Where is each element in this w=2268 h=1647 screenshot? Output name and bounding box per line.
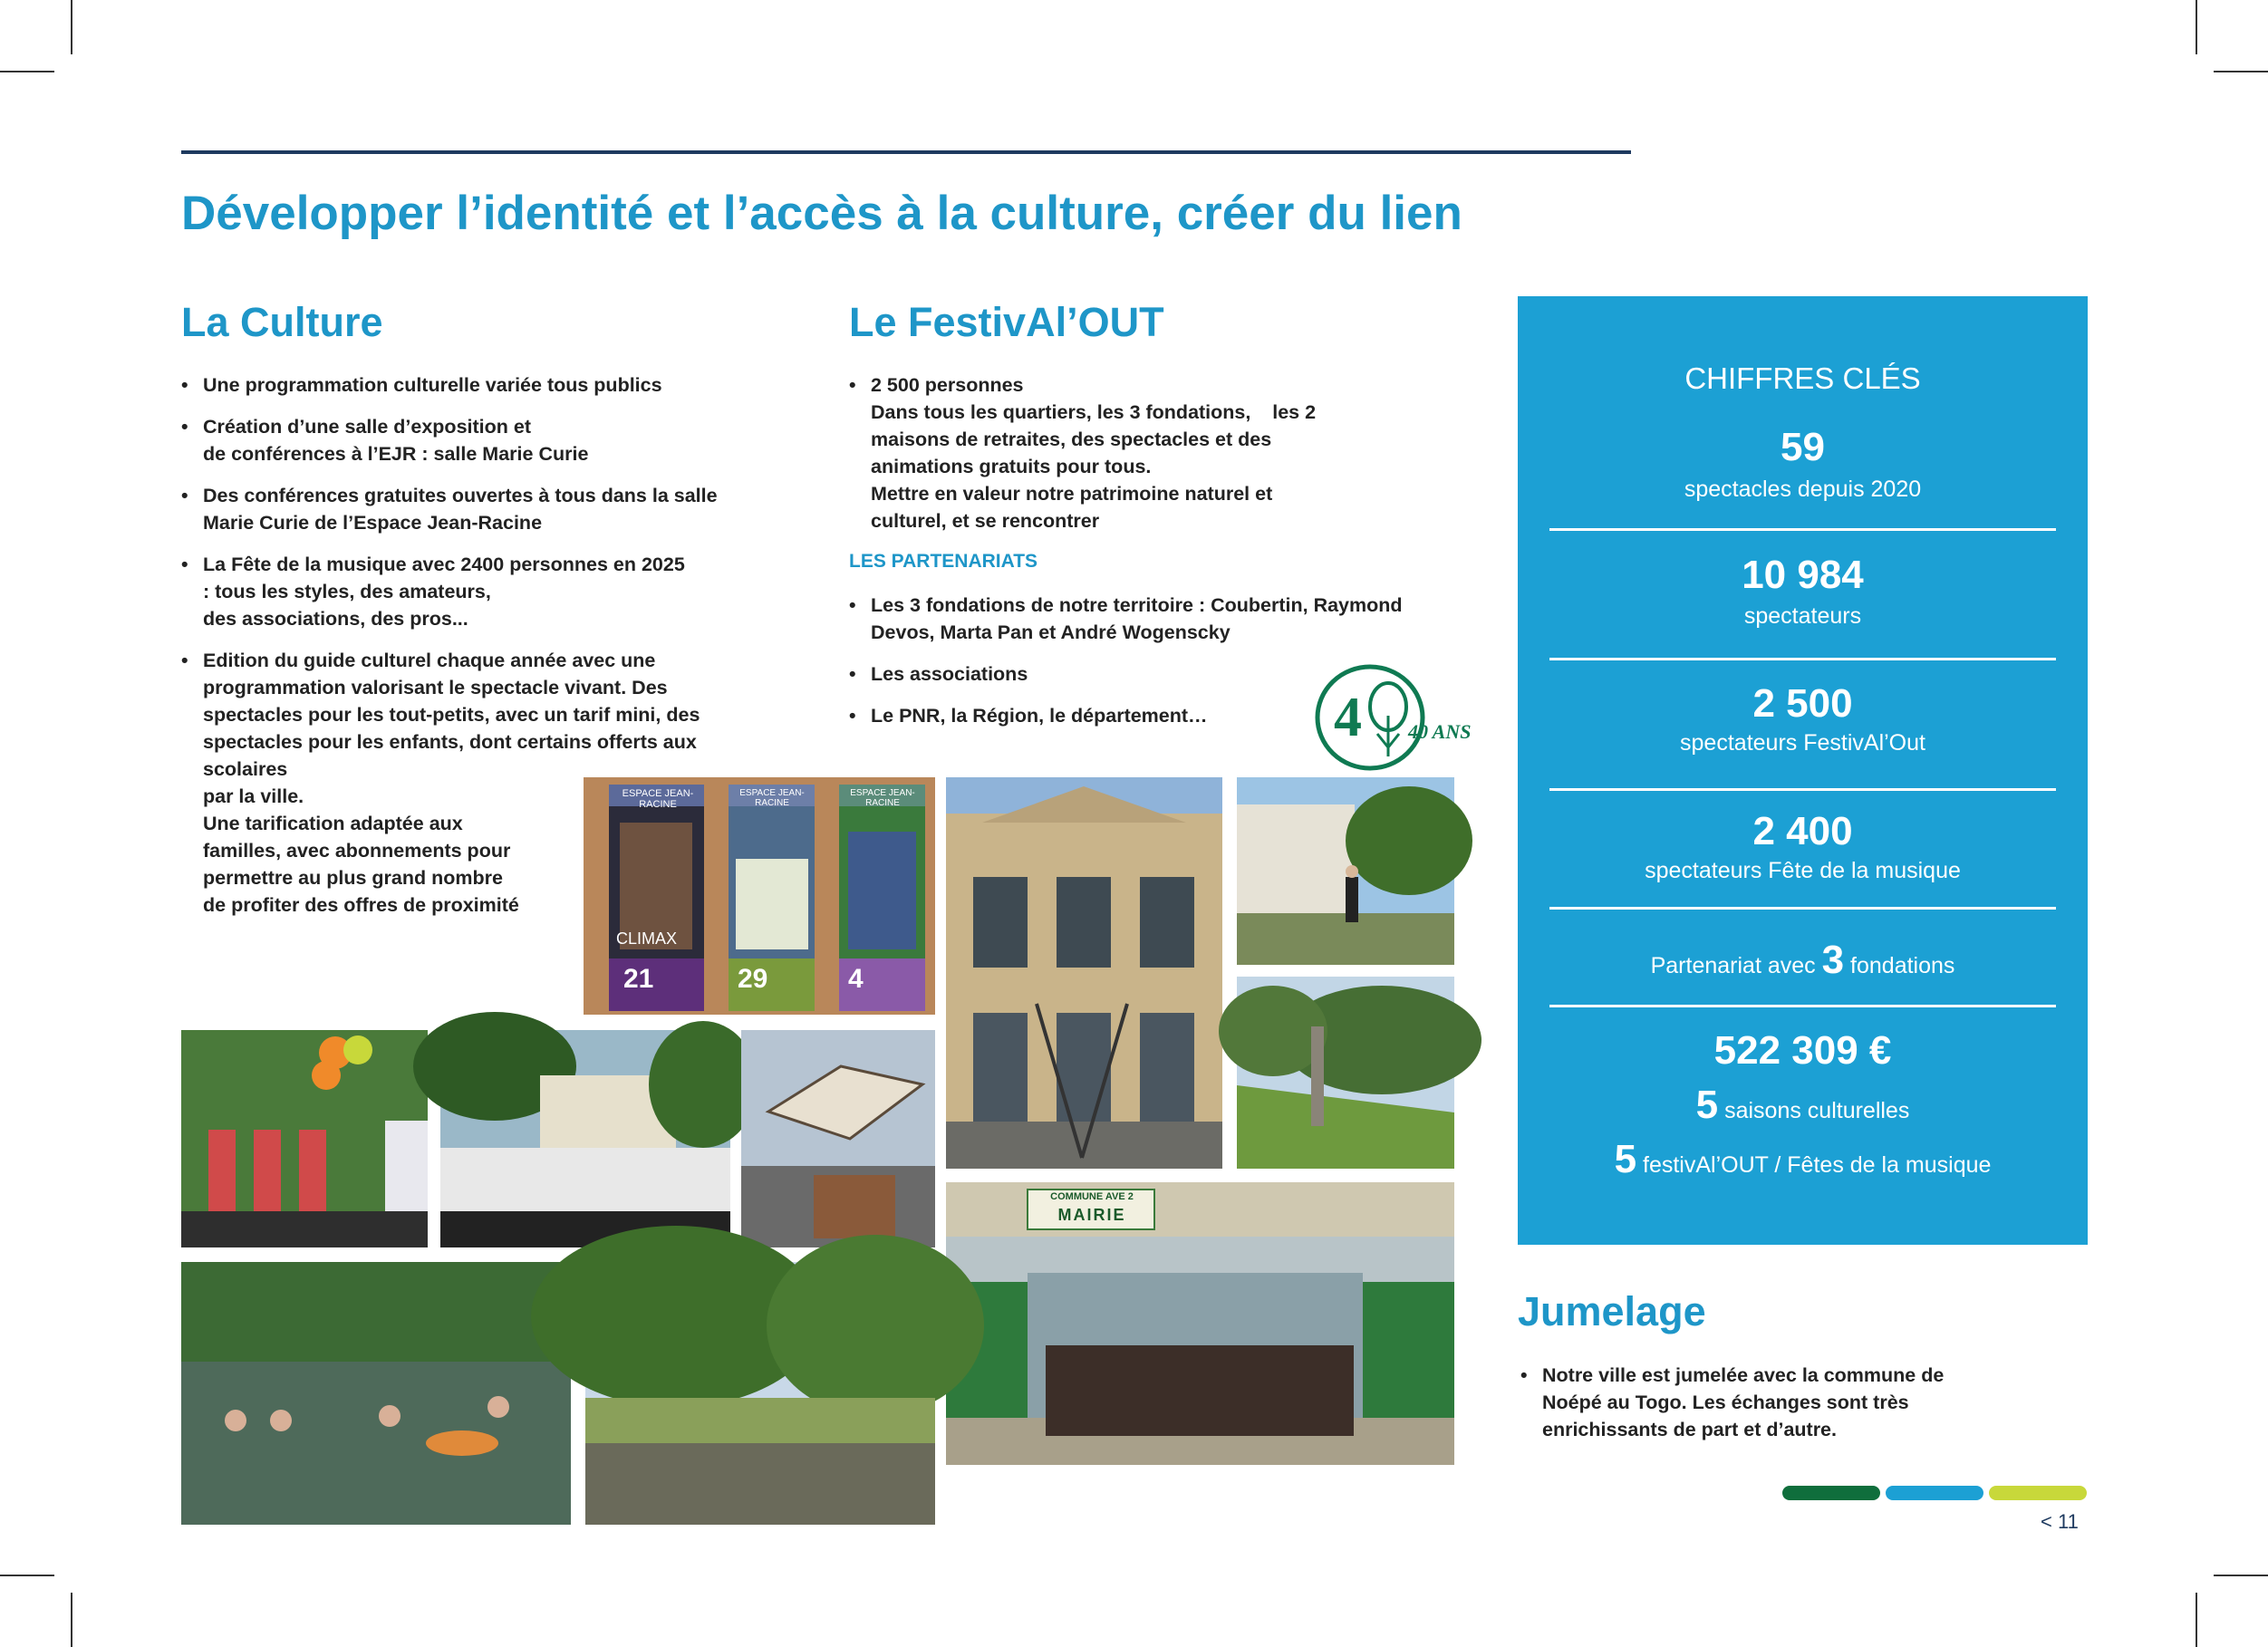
stat-fete-label: spectateurs Fête de la musique bbox=[1645, 858, 1961, 883]
panel-divider bbox=[1549, 658, 2056, 660]
logo-text: 40 ANS bbox=[1408, 720, 1472, 743]
panel-divider bbox=[1549, 528, 2056, 531]
poster-3-head: ESPACE JEAN-RACINE bbox=[850, 788, 915, 808]
stat-partenariat bbox=[1518, 938, 2088, 983]
list-item: • Notre ville est jumelée avec la commune de Noépé au Togo. Les échanges sont très enrichissants de part et d’autre. bbox=[1520, 1362, 2082, 1443]
crop-mark bbox=[71, 0, 72, 54]
stat-budget-value: 522 309 € bbox=[1713, 1028, 1892, 1073]
panel-divider bbox=[1549, 1005, 2056, 1007]
stat-partenariat-value: 3 bbox=[1821, 938, 1845, 982]
list-item: • Edition du guide culturel chaque année avec une programmation valorisant le spectacle vivant. Des spectacles pour les tout-petits, avec un tarif mini, des spectacles pour les enfants, dont certains offerts aux scolaires par la ville. Une tarification adaptée aux familles, avec abonnements pour permettre au plus grand nombre de profiter des offres de proximité bbox=[181, 647, 761, 919]
festival-list bbox=[849, 371, 1429, 549]
partners-heading: LES PARTENARIATS bbox=[849, 551, 1038, 572]
poster-2-date: 29 bbox=[738, 964, 768, 994]
sculpture-photo bbox=[1237, 977, 1454, 1169]
list-item: • Une programmation culturelle variée tous publics bbox=[181, 371, 761, 399]
mairie-photo bbox=[946, 1182, 1454, 1465]
building-photo bbox=[946, 777, 1222, 1169]
stat-saisons bbox=[1518, 1083, 2088, 1128]
stat-festival-value: 2 500 bbox=[1752, 681, 1853, 726]
list-item: • Des conférences gratuites ouvertes à tous dans la salle Marie Curie de l’Espace Jean-Racine bbox=[181, 482, 761, 536]
brass-band-photo bbox=[440, 1030, 730, 1247]
stat-spectateurs-label: spectateurs bbox=[1743, 603, 1862, 629]
poster-1-date: 21 bbox=[623, 964, 654, 994]
festival-title: Le FestivAl’OUT bbox=[849, 299, 1164, 345]
stat-spectacles-value: 59 bbox=[1781, 425, 1825, 469]
crop-mark bbox=[2196, 1593, 2197, 1647]
key-figures-panel bbox=[1518, 296, 2088, 1245]
svg-text:4: 4 bbox=[1334, 687, 1362, 748]
poster-1-head: ESPACE JEAN-RACINE bbox=[622, 788, 694, 810]
key-figures-heading: CHIFFRES CLÉS bbox=[1684, 361, 1921, 395]
list-item: • 2 500 personnes Dans tous les quartiers, les 3 fondations, les 2 maisons de retraites, des spectacles et des animations gratuits pour tous. Mettre en valeur notre patrimoine naturel et culturel, et se rencontrer bbox=[849, 371, 1429, 535]
accent-dash-blue bbox=[1886, 1486, 1983, 1500]
poster-2-head: ESPACE JEAN-RACINE bbox=[739, 788, 805, 808]
stat-fete-value: 2 400 bbox=[1752, 809, 1853, 853]
stat-festivals-label: festivAl’OUT / Fêtes de la musique bbox=[1643, 1152, 1992, 1178]
stat-saisons-value: 5 bbox=[1695, 1083, 1719, 1127]
stat-festivals bbox=[1518, 1137, 2088, 1182]
mairie-sign-line2: MAIRIE bbox=[1057, 1206, 1126, 1224]
stat-spectacles-label: spectacles depuis 2020 bbox=[1684, 477, 1922, 502]
accent-dash-lime bbox=[1989, 1486, 2087, 1500]
crop-mark bbox=[2196, 0, 2197, 54]
list-item: • La Fête de la musique avec 2400 personnes en 2025 : tous les styles, des amateurs, des associations, des pros... bbox=[181, 551, 761, 632]
stat-partenariat-suffix: fondations bbox=[1850, 953, 1955, 978]
posters-photo bbox=[584, 777, 935, 1015]
crop-mark bbox=[71, 1593, 72, 1647]
bird-puppet-photo bbox=[741, 1030, 935, 1247]
list-item: • Création d’une salle d’exposition et de conférences à l’EJR : salle Marie Curie bbox=[181, 413, 761, 467]
stat-saisons-label: saisons culturelles bbox=[1724, 1098, 1910, 1123]
top-rule bbox=[181, 150, 1631, 154]
list-item: • Les 3 fondations de notre territoire : Coubertin, Raymond Devos, Marta Pan et André Wogenscky bbox=[849, 592, 1447, 646]
stat-festival-label: spectateurs FestivAl’Out bbox=[1680, 730, 1925, 756]
garden-performer-photo bbox=[1237, 777, 1454, 965]
crop-mark bbox=[2214, 71, 2268, 72]
stat-festivals-value: 5 bbox=[1614, 1137, 1637, 1181]
crop-mark bbox=[2214, 1575, 2268, 1576]
accent-dash-green bbox=[1782, 1486, 1880, 1500]
forty-years-logo bbox=[1314, 661, 1472, 775]
jumelage-title: Jumelage bbox=[1518, 1288, 1706, 1334]
crop-mark bbox=[0, 71, 54, 72]
stat-partenariat-prefix: Partenariat avec bbox=[1650, 953, 1816, 978]
river-musicians-photo bbox=[181, 1262, 571, 1525]
jumelage-list bbox=[1520, 1362, 2082, 1458]
crop-mark bbox=[0, 1575, 54, 1576]
poster-1-title: CLIMAX bbox=[616, 929, 678, 948]
list-item: • Le PNR, la Région, le département… bbox=[849, 702, 1447, 729]
list-item: • Les associations bbox=[849, 660, 1447, 688]
panel-divider bbox=[1549, 788, 2056, 791]
culture-title: La Culture bbox=[181, 299, 383, 345]
stat-spectateurs-value: 10 984 bbox=[1742, 553, 1864, 597]
poster-3-date: 4 bbox=[848, 964, 864, 994]
panel-divider bbox=[1549, 907, 2056, 910]
mairie-sign-line1: COMMUNE AVE 2 bbox=[1050, 1191, 1134, 1202]
singers-photo bbox=[181, 1030, 428, 1247]
page-title: Développer l’identité et l’accès à la culture, créer du lien bbox=[181, 187, 1462, 240]
park-crowd-photo bbox=[585, 1262, 935, 1525]
page-number: < 11 bbox=[2041, 1510, 2079, 1533]
